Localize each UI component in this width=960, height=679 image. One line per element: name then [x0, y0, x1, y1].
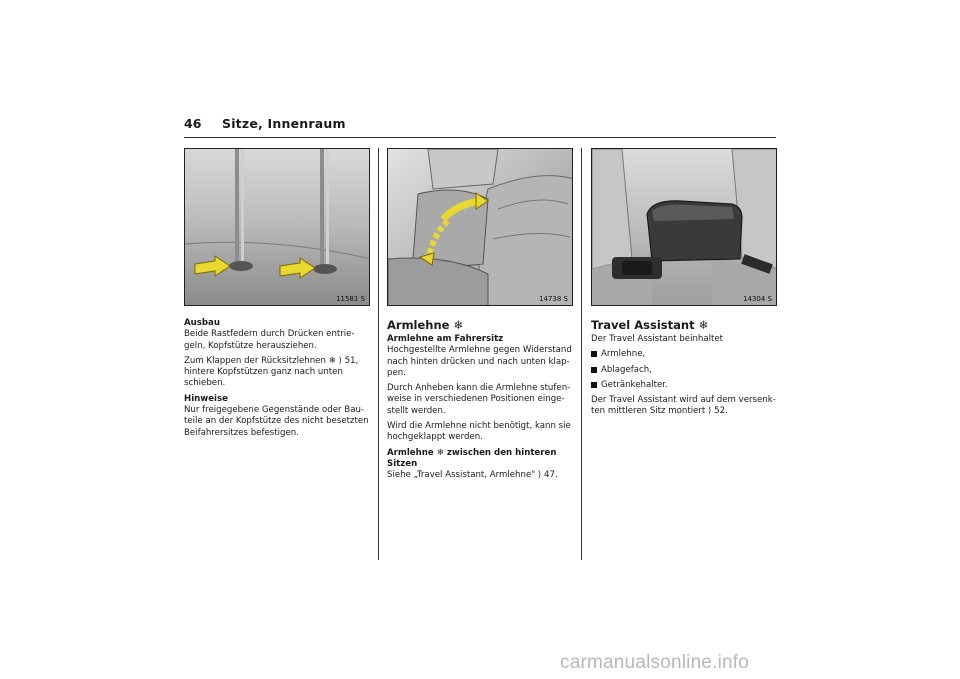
list-item-text: Getränkehalter.: [601, 379, 668, 390]
square-bullet-icon: [591, 351, 597, 357]
heading-ausbau: Ausbau: [184, 318, 220, 328]
list-item: [591, 349, 781, 360]
armrest-illustration: [388, 149, 573, 306]
column-divider-2: [581, 148, 582, 560]
square-bullet-icon: [591, 367, 597, 373]
paragraph-fold-seats: [184, 356, 374, 390]
list-item: [591, 365, 781, 376]
subheading-rear-armrest: [387, 448, 577, 471]
column-divider-1: [378, 148, 379, 560]
paragraph: Wird die Armlehne nicht benötigt, kann sie hochgeklappt werden.: [387, 421, 571, 443]
heading-armlehne: [387, 318, 577, 332]
paragraph: Siehe „Travel Assistant, Armlehne" ⟩ 47.: [387, 470, 558, 481]
figure-code: 11581 S: [336, 295, 365, 303]
column-2: [387, 318, 577, 486]
heading-hinweise: Hinweise: [184, 393, 228, 404]
figure-travel-assistant: [591, 148, 777, 306]
snowflake-icon: ❄: [328, 355, 336, 366]
paragraph: Beide Rastfedern durch Drücken entrie-geln, Kopfstütze herausziehen.: [184, 329, 355, 351]
text: Zum Klappen der Rücksitzlehnen: [184, 355, 326, 366]
text: Armlehne: [387, 447, 434, 458]
paragraph: Durch Anheben kann die Armlehne stufen-weise in verschiedenen Positionen einge-stellt werden.: [387, 383, 571, 416]
heading-text: Armlehne: [387, 318, 450, 332]
snowflake-icon: ❄: [698, 318, 709, 332]
headrest-illustration: [185, 149, 370, 306]
snowflake-icon: ❄: [436, 447, 444, 458]
figure-code: 14738 S: [539, 295, 568, 303]
subheading-driver-armrest: Armlehne am Fahrersitz: [387, 334, 504, 344]
square-bullet-icon: [591, 382, 597, 388]
figure-armrest: [387, 148, 573, 306]
column-1: [184, 318, 374, 443]
figure-code: 14304 S: [743, 295, 772, 303]
page-reference: ⟩ 51,: [338, 355, 359, 366]
page-number: 46: [184, 116, 202, 131]
text: zwischen den hinteren Sitzen: [387, 447, 557, 469]
travel-assistant-illustration: [592, 149, 777, 306]
section-title: Sitze, Innenraum: [222, 116, 346, 131]
list-item-text: Ablagefach,: [601, 364, 652, 375]
snowflake-icon: ❄: [453, 318, 464, 332]
list-item-text: Armlehne,: [601, 349, 646, 360]
paragraph-note: Nur freigegebene Gegenstände oder Bau-teile an der Kopfstütze des nicht besetzten Beifahrersitzes befestigen.: [184, 405, 369, 438]
paragraph: Der Travel Assistant wird auf dem versenk-ten mittleren Sitz montiert ⟩ 52.: [591, 395, 776, 417]
heading-text: Travel Assistant: [591, 318, 695, 332]
watermark: carmanualsonline.info: [560, 652, 750, 673]
header-rule: [184, 137, 776, 138]
heading-travel-assistant: [591, 318, 781, 332]
paragraph: Hochgestellte Armlehne gegen Widerstand nach hinten drücken und nach unten klap-pen.: [387, 345, 572, 378]
column-3: [591, 318, 781, 422]
figure-headrest: [184, 148, 370, 306]
list-item: [591, 380, 781, 391]
paragraph-intro: Der Travel Assistant beinhaltet: [591, 334, 724, 344]
text: hintere Kopfstützen ganz nach unten schieben.: [184, 367, 343, 389]
